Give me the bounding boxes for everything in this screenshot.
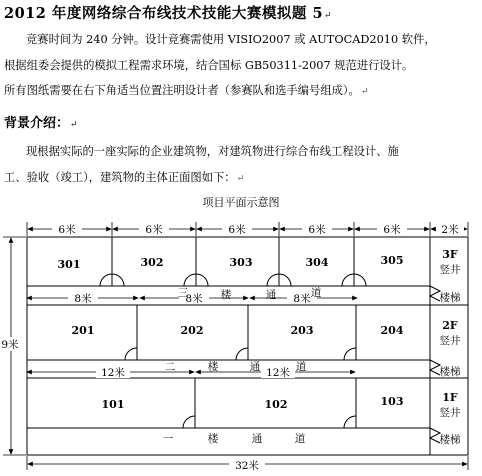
- paragraph-mark-icon: ↵: [360, 87, 369, 97]
- dim-top-4: 6米: [308, 224, 326, 236]
- shaft-labels: [440, 248, 461, 419]
- diagram-caption: 项目平面示意图: [202, 196, 280, 209]
- dim-height: 9米: [1, 339, 19, 351]
- corridor-2f-char3: 道: [295, 361, 307, 373]
- paragraph-background-1: 现根据实际的一座实际的企业建筑物，对建筑物进行综合布线工程设计、施: [26, 145, 399, 158]
- room-labels: [58, 254, 404, 411]
- corridor-3f-char2: 通: [265, 289, 277, 301]
- shaft-3f-label: 竖井: [439, 264, 461, 276]
- door-arcs: [100, 274, 366, 428]
- corridor-1f-num: 一: [162, 433, 174, 445]
- paragraph-drawing-note: 所有图纸需要在右下角适当位置注明设计者（参赛队和选手编号组成）。↵: [4, 84, 369, 97]
- stairs-3f: 楼梯: [439, 292, 461, 304]
- dim-f3-1: 8米: [74, 293, 92, 305]
- dim-top-6: 2米: [441, 224, 459, 236]
- stairs-labels: [440, 291, 461, 446]
- room-203: 203: [290, 324, 314, 337]
- room-303: 303: [229, 256, 253, 269]
- room-305: 305: [380, 254, 404, 267]
- shaft-2f-floor: 2F: [442, 319, 458, 332]
- dim-f2-2: 12米: [266, 367, 290, 379]
- corridor-1f-char3: 道: [294, 433, 306, 445]
- dim-total: 32米: [235, 460, 259, 472]
- dim-top-3: 6米: [228, 224, 246, 236]
- floor3-dimension-labels: [68, 292, 317, 305]
- paragraph-mark-icon: ↵: [236, 174, 245, 184]
- paragraph-mark-icon: ↵: [70, 120, 78, 130]
- room-103: 103: [380, 395, 404, 408]
- dim-top-5: 6米: [383, 224, 401, 236]
- room-302: 302: [140, 256, 164, 269]
- corridor-labels: [163, 286, 322, 445]
- background-heading: 背景介绍：↵: [4, 116, 78, 131]
- corridor-3f-num: 三: [177, 287, 189, 299]
- corridor-1f-char2: 通: [251, 433, 263, 445]
- room-101: 101: [101, 398, 125, 411]
- room-204: 204: [380, 324, 404, 337]
- corridor-2f-char2: 通: [249, 361, 261, 373]
- room-102: 102: [264, 398, 288, 411]
- shaft-1f-label: 竖井: [439, 407, 461, 419]
- corridor-3f-char3: 道: [310, 287, 322, 299]
- paragraph-competition-time: 竞赛时间为 240 分钟。设计竞赛需使用 VISIO2007 或 AUTOCAD2010 软件，: [26, 33, 436, 46]
- corridor-3f-char1: 楼: [220, 289, 232, 301]
- shaft-1f-floor: 1F: [442, 391, 458, 404]
- room-202: 202: [180, 324, 204, 337]
- dim-top-1: 6米: [58, 224, 76, 236]
- corridor-2f-num: 二: [164, 361, 176, 373]
- room-201: 201: [71, 324, 95, 337]
- dim-f3-3: 8米: [293, 293, 311, 305]
- paragraph-background-2: 工、验收（竣工），建筑物的主体正面图如下：↵: [4, 171, 245, 184]
- room-301: 301: [57, 258, 81, 271]
- dim-top-2: 6米: [145, 224, 163, 236]
- paragraph-mark-icon: ↵: [324, 11, 333, 21]
- room-304: 304: [305, 256, 329, 269]
- corridor-1f-char1: 楼: [207, 433, 219, 445]
- dim-f2-1: 12米: [101, 367, 125, 379]
- stairs-2f: 楼梯: [439, 366, 461, 378]
- shaft-3f-floor: 3F: [442, 248, 458, 261]
- document-title: 2012 年度网络综合布线技术技能大赛模拟题 5↵: [4, 5, 333, 22]
- paragraph-requirements: 根据组委会提供的模拟工程需求环境，结合国标 GB50311-2007 规范进行设计。: [4, 59, 414, 72]
- floor2-dimension-labels: [96, 366, 295, 379]
- dim-f3-2: 8米: [185, 293, 203, 305]
- stairs-1f: 楼梯: [439, 434, 461, 446]
- corridor-2f-char1: 楼: [207, 361, 219, 373]
- shaft-2f-label: 竖井: [439, 335, 461, 347]
- building-outline: [27, 237, 468, 455]
